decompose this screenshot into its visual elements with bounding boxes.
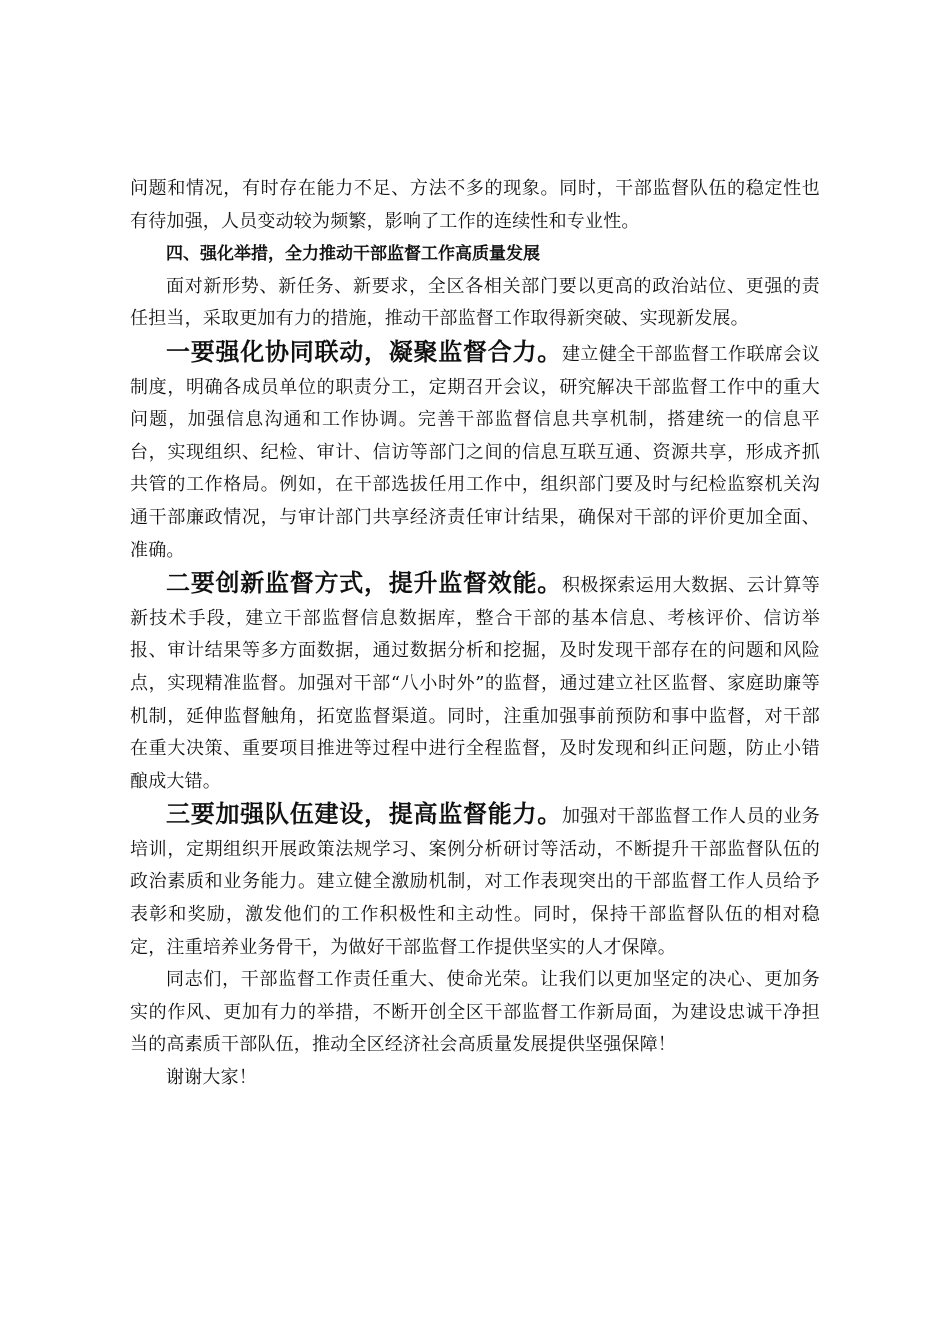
point-one-paragraph <box>130 336 820 567</box>
point-three-paragraph <box>130 798 820 964</box>
closing-paragraph: 同志们，干部监督工作责任重大、使命光荣。让我们以更加坚定的决心、更加务实的作风、更加有力的举措，不断开创全区干部监督工作新局面，为建设忠诚干净担当的高素质干部队伍，推动全区经济社会高质量发展提供坚强保障！ <box>130 969 820 1056</box>
point-one-body: 建立健全干部监督工作联席会议制度，明确各成员单位的职责分工，定期召开会议，研究解决干部监督工作中的重大问题，加强信息沟通和工作协调。完善干部监督信息共享机制，搭建统一的信息平台，实现组织、纪检、审计、信访等部门之间的信息互联互通、资源共享，形成齐抓共管的工作格局。例如，在干部选拔任用工作中，组织部门要及时与纪检监察机关沟通干部廉政情况，与审计部门共享经济责任审计结果，确保对干部的评价更加全面、准确。 <box>130 343 820 561</box>
point-two-paragraph <box>130 567 820 798</box>
document-page <box>130 173 820 1095</box>
point-two-body: 积极探索运用大数据、云计算等新技术手段，建立干部监督信息数据库，整合干部的基本信息、考核评价、信访举报、审计结果等多方面数据，通过数据分析和挖掘，及时发现干部存在的问题和风险点，实现精准监督。加强对干部“八小时外”的监督，通过建立社区监督、家庭助廉等机制，延伸监督触角，拓宽监督渠道。同时，注重加强事前预防和事中监督，对干部在重大决策、重要项目推进等过程中进行全程监督，及时发现和纠正问题，防止小错酿成大错。 <box>130 575 820 792</box>
thanks-line: 谢谢大家！ <box>166 1067 257 1089</box>
point-one-lead: 一要强化协同联动，凝聚监督合力。 <box>166 337 562 366</box>
continuation-paragraph: 问题和情况，有时存在能力不足、方法不多的现象。同时，干部监督队伍的稳定性也有待加强，人员变动较为频繁，影响了工作的连续性和专业性。 <box>130 178 820 232</box>
section-four-heading: 四、强化举措，全力推动干部监督工作高质量发展 <box>166 244 540 265</box>
point-three-body: 加强对干部监督工作人员的业务培训，定期组织开展政策法规学习、案例分析研讨等活动，不断提升干部监督队伍的政治素质和业务能力。建立健全激励机制，对工作表现突出的干部监督工作人员给予表彰和奖励，激发他们的工作积极性和主动性。同时，保持干部监督队伍的相对稳定，注重培养业务骨干，为做好干部监督工作提供坚实的人才保障。 <box>130 806 820 958</box>
point-three-lead: 三要加强队伍建设，提高监督能力。 <box>166 800 562 829</box>
section-four-intro: 面对新形势、新任务、新要求，全区各相关部门要以更高的政治站位、更强的责任担当，采取更加有力的措施，推动干部监督工作取得新突破、实现新发展。 <box>130 275 820 330</box>
point-two-lead: 二要创新监督方式，提升监督效能。 <box>166 569 562 598</box>
